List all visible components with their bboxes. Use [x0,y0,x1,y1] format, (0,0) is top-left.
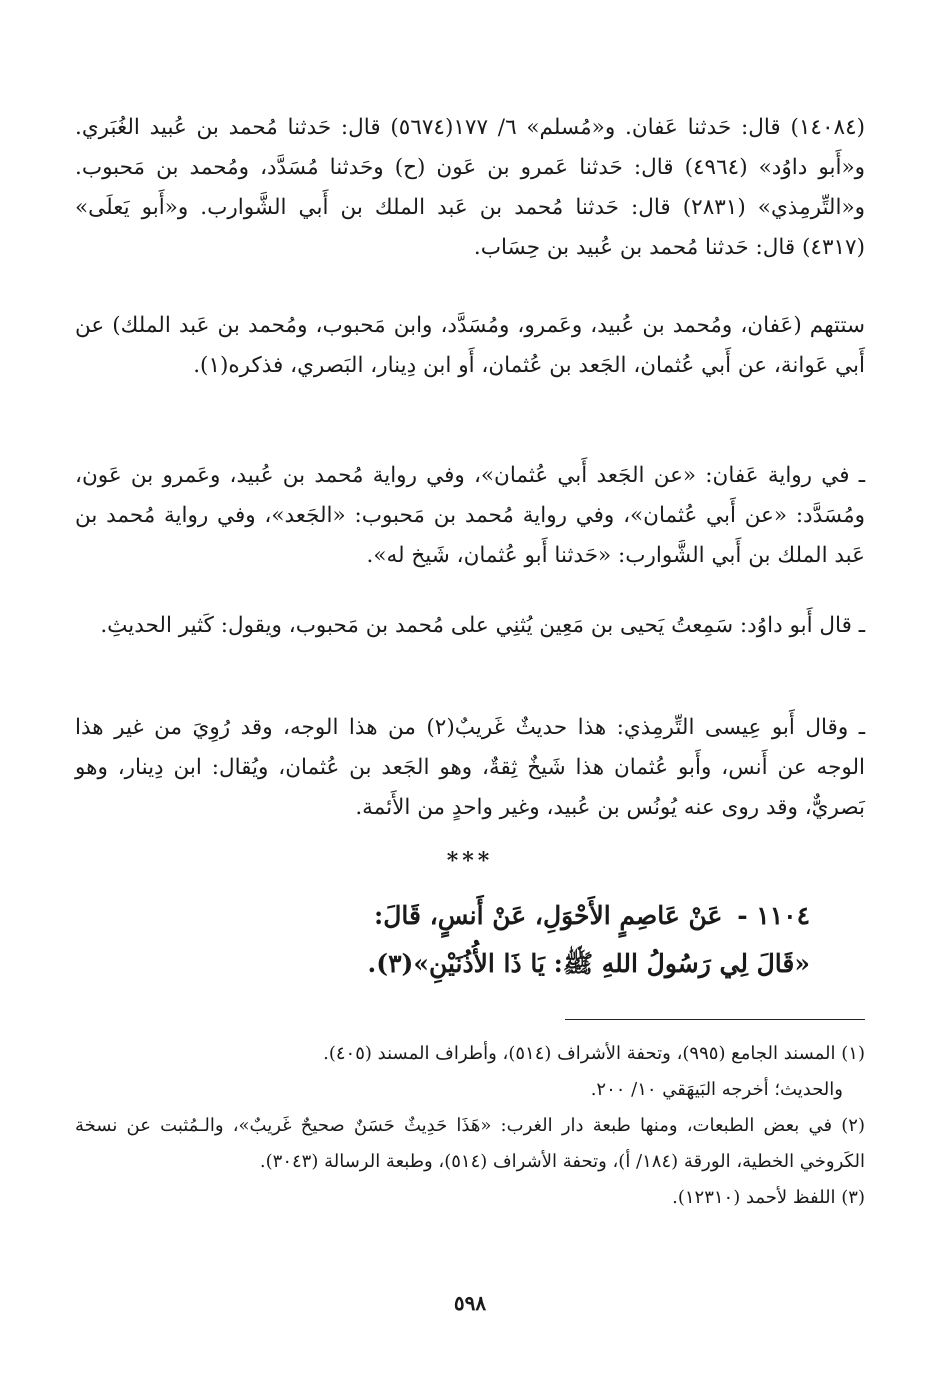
note-paragraph-abu-dawud: ـ قال أَبو داوُد: سَمِعتُ يَحيى بن مَعِين يُثنِي على مُحمد بن مَحبوب، ويقول: كَثير الحديثِ. [100,613,865,638]
footnotes [75,1036,865,1216]
hadith-heading-line [75,892,810,940]
section-separator: *** [446,848,494,874]
footnote-1-continuation: والحديث؛ أخرجه البَيهَقي ١٠/ ٢٠٠. [590,1079,843,1100]
hadith-isnad: عَنْ عَاصِمٍ الأَحْوَلِ، عَنْ أَنسٍ، قَالَ: [374,901,723,930]
hadith-number: ١١٠٤ - [737,901,810,930]
takhrij-paragraph-sources: (١٤٠٨٤) قال: حَدثنا عَفان. و«مُسلم» ٦/ ١٧٧(٥٦٧٤) قال: حَدثنا مُحمد بن عُبيد الغُبَري. و«أَبو داوُد» (٤٩٦٤) قال: حَدثنا عَمرو بن عَون (ح) وحَدثنا مُسَدَّد، ومُحمد بن مَحبوب. و«التِّرمِذي» (٢٨٣١) قال: حَدثنا مُحمد بن عَبد الملك بن أَبي الشَّوارب. و«أَبو يَعلَى» (٤٣١٧) قال: حَدثنا مُحمد بن عُبيد بن حِسَاب. [75,115,866,260]
book-page [75,108,865,1338]
footnote-2: (٢) في بعض الطبعات، ومنها طبعة دار الغرب: «هَذَا حَدِيثٌ حَسَنٌ صحيحٌ غَريبٌ»، والـمُثبت عن نسخة الكَروخي الخطية، الورقة (١٨٤/ أ)، وتحفة الأشراف (٥١٤)، وطبعة الرسالة (٣٠٤٣). [75,1115,865,1172]
takhrij-paragraph-narrators: ستتهم (عَفان، ومُحمد بن عُبيد، وعَمرو، ومُسَدَّد، وابن مَحبوب، ومُحمد بن عَبد الملك) عن أَبي عَوانة، عن أَبي عُثمان، الجَعد بن عُثمان، أَو ابن دِينار، البَصري، فذكره(١). [75,313,865,378]
footnote-divider [565,1019,865,1020]
hadith-matn: «قَالَ لِي رَسُولُ اللهِ ﷺ: يَا ذَا الأُذُنَيْنِ»(٣). [367,949,810,978]
page-number: ٥٩٨ [453,1291,487,1315]
note-paragraph-tirmidhi: ـ وقال أَبو عِيسى التِّرمِذي: هذا حديثٌ غَريبٌ(٢) من هذا الوجه، وقد رُوِيَ من غير هذا الوجه عن أَنس، وأَبو عُثمان هذا شَيخٌ ثِقةٌ، وهو الجَعد بن عُثمان، ويُقال: ابن دِينار، وهو بَصريٌّ، وقد روى عنه يُونُس بن عُبيد، وغير واحدٍ من الأَئمة. [75,715,866,820]
hadith-block [75,892,810,988]
footnote-1: (١) المسند الجامع (٩٩٥)، وتحفة الأشراف (٥١٤)، وأطراف المسند (٤٠٥). [323,1043,865,1064]
footnote-3: (٣) اللفظ لأحمد (١٢٣١٠). [672,1187,865,1208]
note-paragraph-riwayat: ـ في رواية عَفان: «عن الجَعد أَبي عُثمان»، وفي رواية مُحمد بن عُبيد، وعَمرو بن عَون، ومُسَدَّد: «عن أَبي عُثمان»، وفي رواية مُحمد بن مَحبوب: «الجَعد»، وفي رواية مُحمد بن عَبد الملك بن أَبي الشَّوارب: «حَدثنا أَبو عُثمان، شَيخ له». [75,463,865,568]
